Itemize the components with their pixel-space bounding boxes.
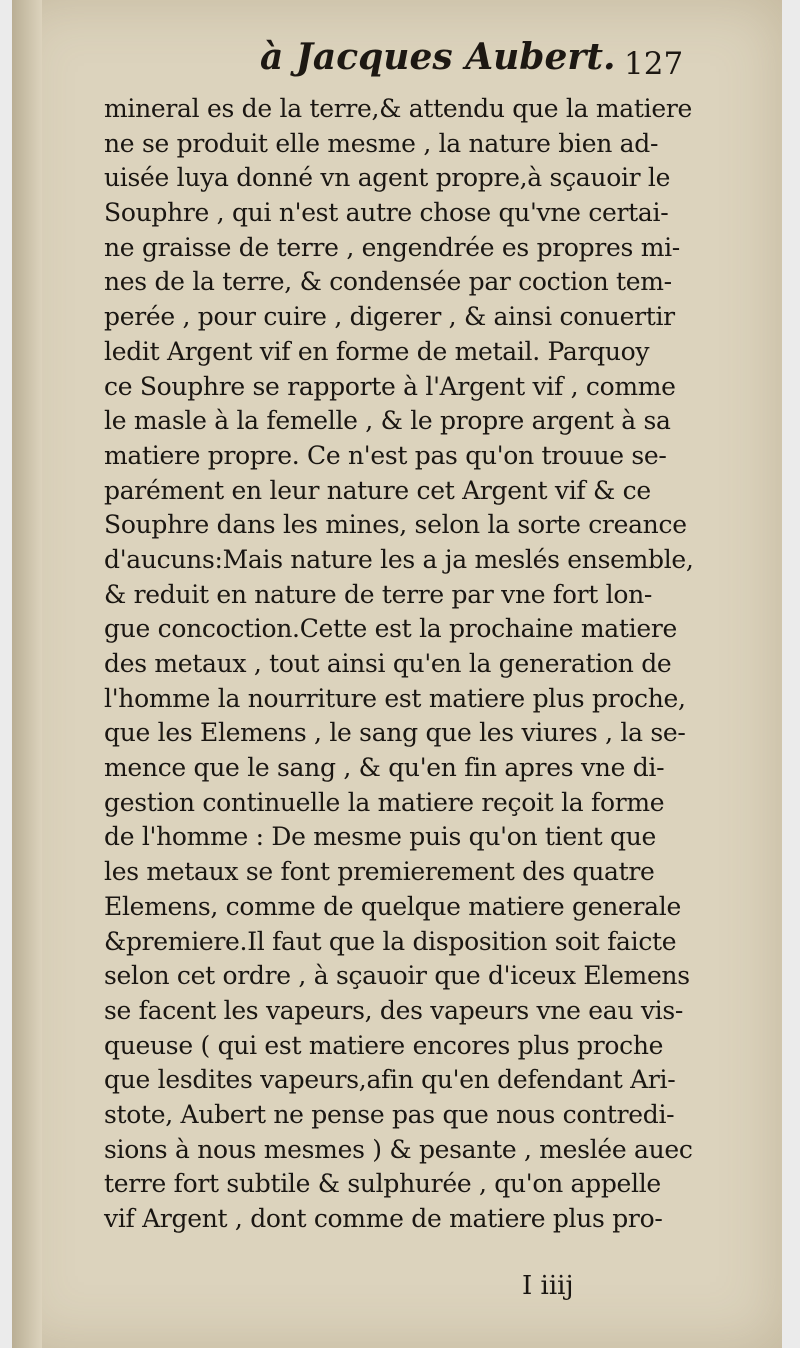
- text-line: que lesdites vapeurs,afin qu'en defendant Ari-: [104, 1065, 676, 1095]
- text-line: des metaux , tout ainsi qu'en la generation de: [104, 649, 672, 678]
- text-line: que les Elemens , le sang que les viures , la se-: [104, 718, 686, 748]
- running-title: à Jacques Aubert.: [260, 36, 616, 78]
- text-line: matiere propre. Ce n'est pas qu'on trouue se-: [104, 440, 667, 470]
- text-line: mineral es de la terre,& attendu que la matiere: [104, 94, 692, 123]
- text-line: gue concoction.Cette est la prochaine matiere: [104, 614, 677, 644]
- text-line: se facent les vapeurs, des vapeurs vne eau vis-: [104, 995, 684, 1025]
- text-line: parément en leur nature cet Argent vif & ce: [104, 475, 651, 505]
- text-line: ce Souphre se rapporte à l'Argent vif , comme: [104, 371, 676, 401]
- book-page: [12, 0, 782, 1348]
- text-line: perée , pour cuire , digerer , & ainsi conuertir: [104, 302, 675, 332]
- text-line: terre fort subtile & sulphurée , qu'on appelle: [104, 1169, 661, 1199]
- text-line: de l'homme : De mesme puis qu'on tient que: [104, 822, 657, 852]
- body-text: [104, 92, 729, 1237]
- text-line: uisée luya donné vn agent propre,à sçauoir le: [104, 163, 671, 193]
- text-line: ne se produit elle mesme , la nature bien ad-: [104, 128, 659, 158]
- signature-mark: I iiij: [522, 1271, 574, 1301]
- text-line: les metaux se font premierement des quatre: [104, 857, 655, 887]
- page-gutter-shadow: [12, 0, 42, 1348]
- text-line: Elemens, comme de quelque matiere generale: [104, 891, 681, 921]
- text-line: vif Argent , dont comme de matiere plus pro-: [104, 1204, 663, 1233]
- text-line: ne graisse de terre , engendrée es propres mi-: [104, 232, 680, 262]
- text-line: Souphre , qui n'est autre chose qu'vne certai-: [104, 198, 669, 228]
- text-line: d'aucuns:Mais nature les a ja meslés ensemble,: [104, 544, 694, 574]
- text-line: stote, Aubert ne pense pas que nous contredi-: [104, 1099, 675, 1129]
- text-line: sions à nous mesmes ) & pesante , meslée auec: [104, 1134, 693, 1164]
- text-line: gestion continuelle la matiere reçoit la forme: [104, 787, 665, 817]
- text-line: nes de la terre, & condensée par coction tem-: [104, 267, 672, 297]
- text-line: mence que le sang , & qu'en fin apres vne di-: [104, 753, 665, 783]
- text-line: Souphre dans les mines, selon la sorte creance: [104, 510, 687, 540]
- text-line: selon cet ordre , à sçauoir que d'iceux Elemens: [104, 961, 690, 991]
- text-line: l'homme la nourriture est matiere plus proche,: [104, 683, 686, 713]
- text-line: ledit Argent vif en forme de metail. Parquoy: [104, 336, 650, 366]
- page-number: 127: [624, 46, 684, 82]
- text-line: le masle à la femelle , & le propre argent à sa: [104, 406, 671, 436]
- text-line: queuse ( qui est matiere encores plus proche: [104, 1030, 664, 1060]
- text-line: &premiere.Il faut que la disposition soit faicte: [104, 926, 677, 956]
- text-line: & reduit en nature de terre par vne fort lon-: [104, 579, 653, 609]
- page-header: [12, 28, 782, 88]
